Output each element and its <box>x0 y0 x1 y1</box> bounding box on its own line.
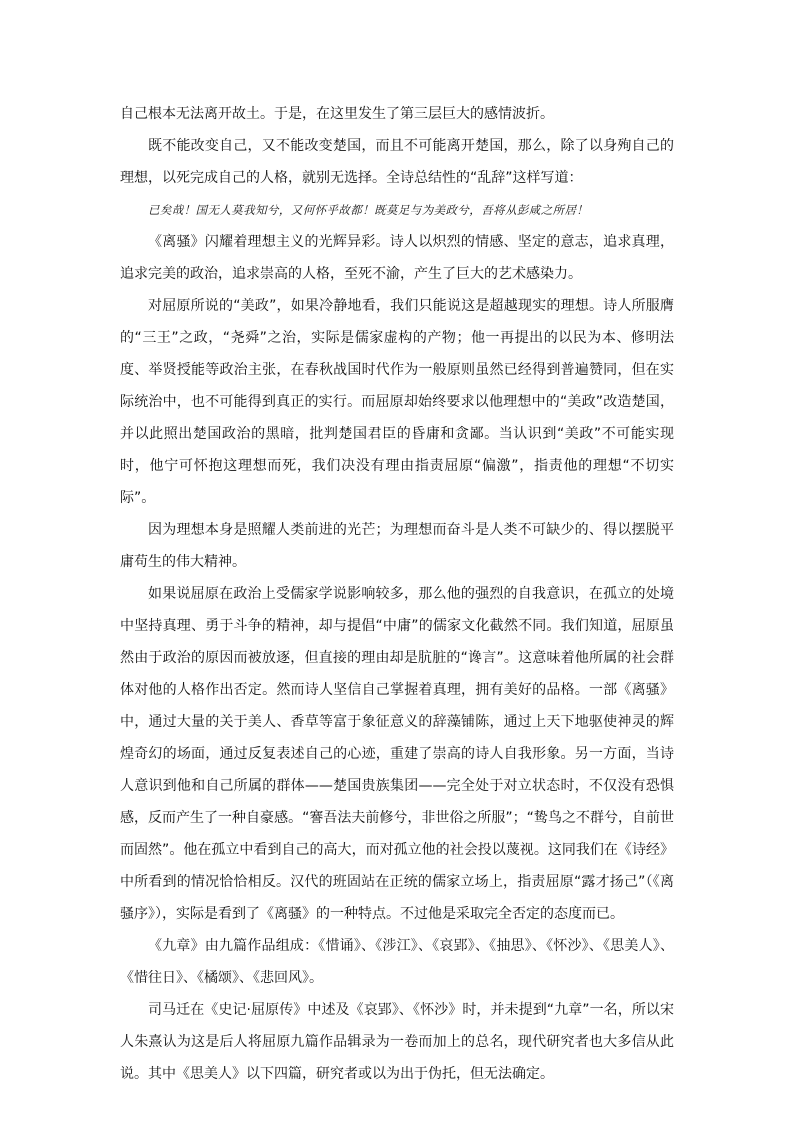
paragraph-meizheng: 对屈原所说的“美政”，如果冷静地看，我们只能说这是超越现实的理想。诗人所服膺的“三王”之政，“尧舜”之治，实际是儒家虚构的产物；他一再提出的以民为本、修明法度、举贤授能等政治主张，在春秋战国时代作为一般原则虽然已经得到普遍赞同，但在实际统治中，也不可能得到真正的实行。而屈原却始终要求以他理想中的“美政”改造楚国，并以此照出楚国政治的黑暗，批判楚国君臣的昏庸和贪鄙。当认识到“美政”不可能实现时，他宁可怀抱这理想而死，我们决没有理由指责屈原“偏激”，指责他的理想“不切实际”。 <box>120 298 674 506</box>
paragraph-sima-qian: 司马迁在《史记·屈原传》中述及《哀郢》、《怀沙》时，并未提到“九章”一名，所以宋人朱熹认为这是后人将屈原九篇作品辑录为一卷而加上的总名，现代研究者也大多信从此说。其中《思美人》以下四篇，研究者或以为出于伪托，但无法确定。 <box>120 1002 674 1082</box>
paragraph-self-awareness: 如果说屈原在政治上受儒家学说影响较多，那么他的强烈的自我意识，在孤立的处境中坚持真理、勇于斗争的精神，却与提倡“中庸”的儒家文化截然不同。我们知道，屈原虽然由于政治的原因而被放逐，但直接的理由却是肮脏的“谗言”。这意味着他所属的社会群体对他的人格作出否定。然而诗人坚信自己掌握着真理，拥有美好的品格。一部《离骚》中，通过大量的关于美人、香草等富于象征意义的辞藻铺陈，通过上天下地驱使神灵的辉煌奇幻的场面，通过反复表述自己的心迹，重建了崇高的诗人自我形象。另一方面，当诗人意识到他和自己所属的群体——楚国贵族集团——完全处于对立状态时，不仅没有恐惧感，反而产生了一种自豪感。“謇吾法夫前修兮，非世俗之所服”；“鸷鸟之不群兮，自前世而固然”。他在孤立中看到自己的高大，而对孤立他的社会投以蔑视。这同我们在《诗经》中所看到的情况恰恰相反。汉代的班固站在正统的儒家立场上，指责屈原“露才扬己”（《离骚序》），实际是看到了《离骚》的一种特点。不过他是采取完全否定的态度而已。 <box>120 586 674 922</box>
paragraph-jiuzhang-list: 《九章》由九篇作品组成：《惜诵》、《涉江》、《哀郢》、《抽思》、《怀沙》、《思美人》、《惜往日》、《橘颂》、《悲回风》。 <box>120 938 674 986</box>
paragraph-idealism: 《离骚》闪耀着理想主义的光辉异彩。诗人以炽烈的情感、坚定的意志，追求真理，追求完美的政治，追求崇高的人格，至死不渝，产生了巨大的艺术感染力。 <box>120 234 674 282</box>
document-body <box>120 98 674 1090</box>
paragraph-choice: 既不能改变自己，又不能改变楚国，而且不可能离开楚国，那么，除了以身殉自己的理想，以死完成自己的人格，就别无选择。全诗总结性的“乱辞”这样写道： <box>120 138 674 186</box>
paragraph-ideal-light: 因为理想本身是照耀人类前进的光芒；为理想而奋斗是人类不可缺少的、得以摆脱平庸苟生的伟大精神。 <box>120 522 674 570</box>
poem-quote-luanci: 已矣哉！国无人莫我知兮，又何怀乎故都！既莫足与为美政兮，吾将从彭咸之所居！ <box>148 203 589 217</box>
paragraph-continuation: 自己根本无法离开故土。于是，在这里发生了第三层巨大的感情波折。 <box>120 106 554 122</box>
